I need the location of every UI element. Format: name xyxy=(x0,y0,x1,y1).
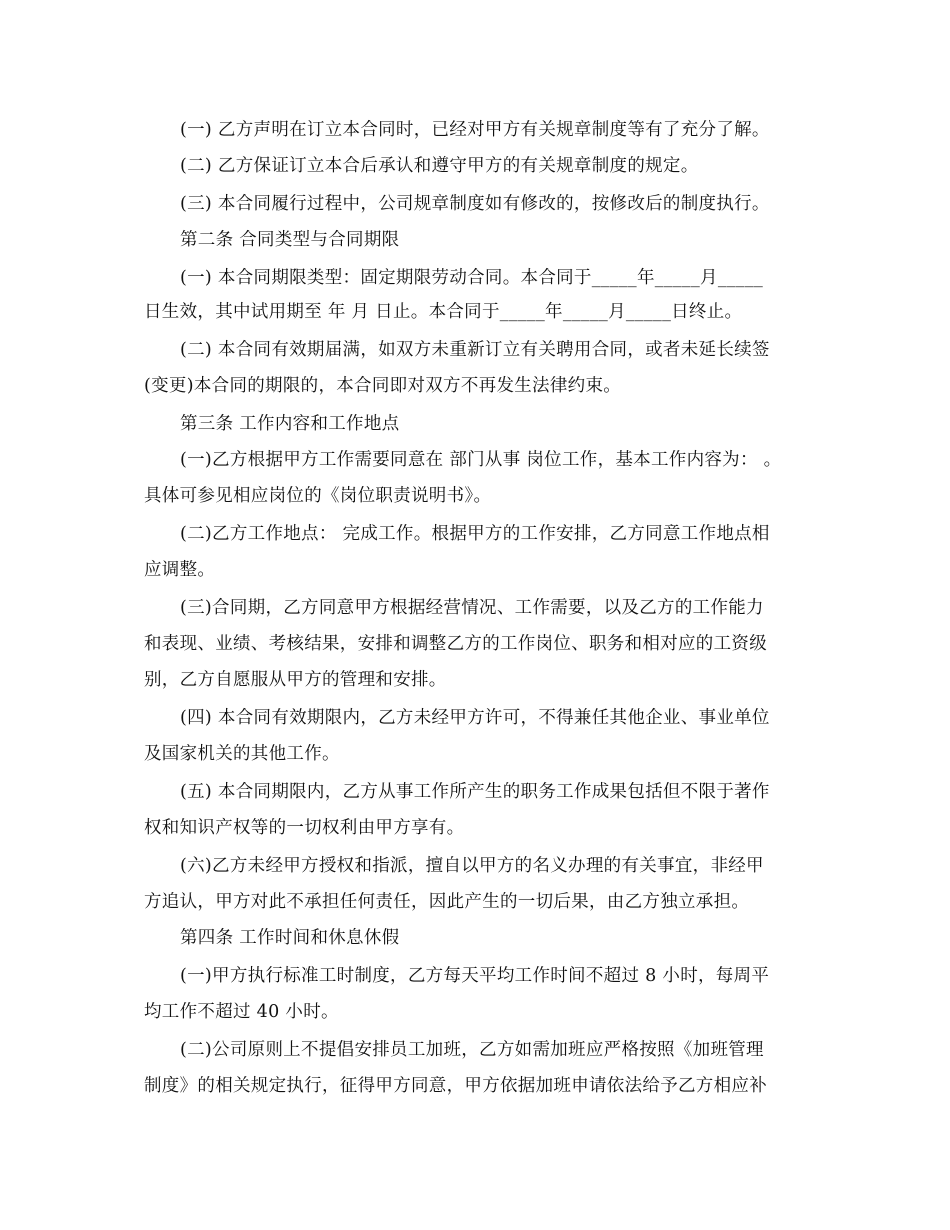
text-line: (一) 乙方声明在订立本合同时，已经对甲方有关规章制度等有了充分了解。 xyxy=(180,120,770,140)
text-line: 及国家机关的其他工作。 xyxy=(144,744,340,764)
text-line: (一)甲方执行标准工时制度，乙方每天平均工作时间不超过 8 小时，每周平 xyxy=(180,966,770,986)
text-line: 应调整。 xyxy=(144,560,216,580)
text-line: (二) 乙方保证订立本合后承认和遵守甲方的有关规章制度的规定。 xyxy=(180,156,699,176)
text-line: (三)合同期，乙方同意甲方根据经营情况、工作需要，以及乙方的工作能力 xyxy=(180,598,764,618)
text-line: (五) 本合同期限内，乙方从事工作所产生的职务工作成果包括但不限于著作 xyxy=(180,782,770,802)
text-line: (二)公司原则上不提倡安排员工加班，乙方如需加班应严格按照《加班管理 xyxy=(180,1040,764,1060)
text-line: 和表现、业绩、考核结果，安排和调整乙方的工作岗位、职务和相对应的工资级 xyxy=(144,634,767,654)
text-line: 具体可参见相应岗位的《岗位职责说明书》。 xyxy=(144,486,492,506)
text-line: (变更)本合同的期限的，本合同即对双方不再发生法律约束。 xyxy=(144,376,622,396)
text-line: 均工作不超过 40 小时。 xyxy=(144,1002,339,1022)
text-line: 方追认，甲方对此不承担任何责任，因此产生的一切后果，由乙方独立承担。 xyxy=(144,892,750,912)
text-line: (三) 本合同履行过程中，公司规章制度如有修改的，按修改后的制度执行。 xyxy=(180,194,770,214)
text-line: (六)乙方未经甲方授权和指派，擅自以甲方的名义办理的有关事宜，非经甲 xyxy=(180,856,764,876)
text-line: 别，乙方自愿服从甲方的管理和安排。 xyxy=(144,670,447,690)
text-line: (一) 本合同期限类型：固定期限劳动合同。本合同于_____年_____月_____ xyxy=(180,268,764,288)
text-line: (一)乙方根据甲方工作需要同意在 部门从事 岗位工作，基本工作内容为： 。 xyxy=(180,450,782,470)
text-line: (二)乙方工作地点： 完成工作。根据甲方的工作安排，乙方同意工作地点相 xyxy=(180,524,770,544)
text-line: 制度》的相关规定执行，征得甲方同意，甲方依据加班申请依法给予乙方相应补 xyxy=(144,1076,767,1096)
section-heading: 第二条 合同类型与合同期限 xyxy=(180,230,400,250)
text-line: 权和知识产权等的一切权利由甲方享有。 xyxy=(144,818,465,838)
section-heading: 第四条 工作时间和休息休假 xyxy=(180,928,400,948)
text-line: (二) 本合同有效期届满，如双方未重新订立有关聘用合同，或者未延长续签 xyxy=(180,340,770,360)
text-line: 日生效，其中试用期至 年 月 日止。本合同于_____年_____月_____日终止。 xyxy=(144,302,743,322)
section-heading: 第三条 工作内容和工作地点 xyxy=(180,414,400,434)
text-line: (四) 本合同有效期限内，乙方未经甲方许可，不得兼任其他企业、事业单位 xyxy=(180,708,770,728)
